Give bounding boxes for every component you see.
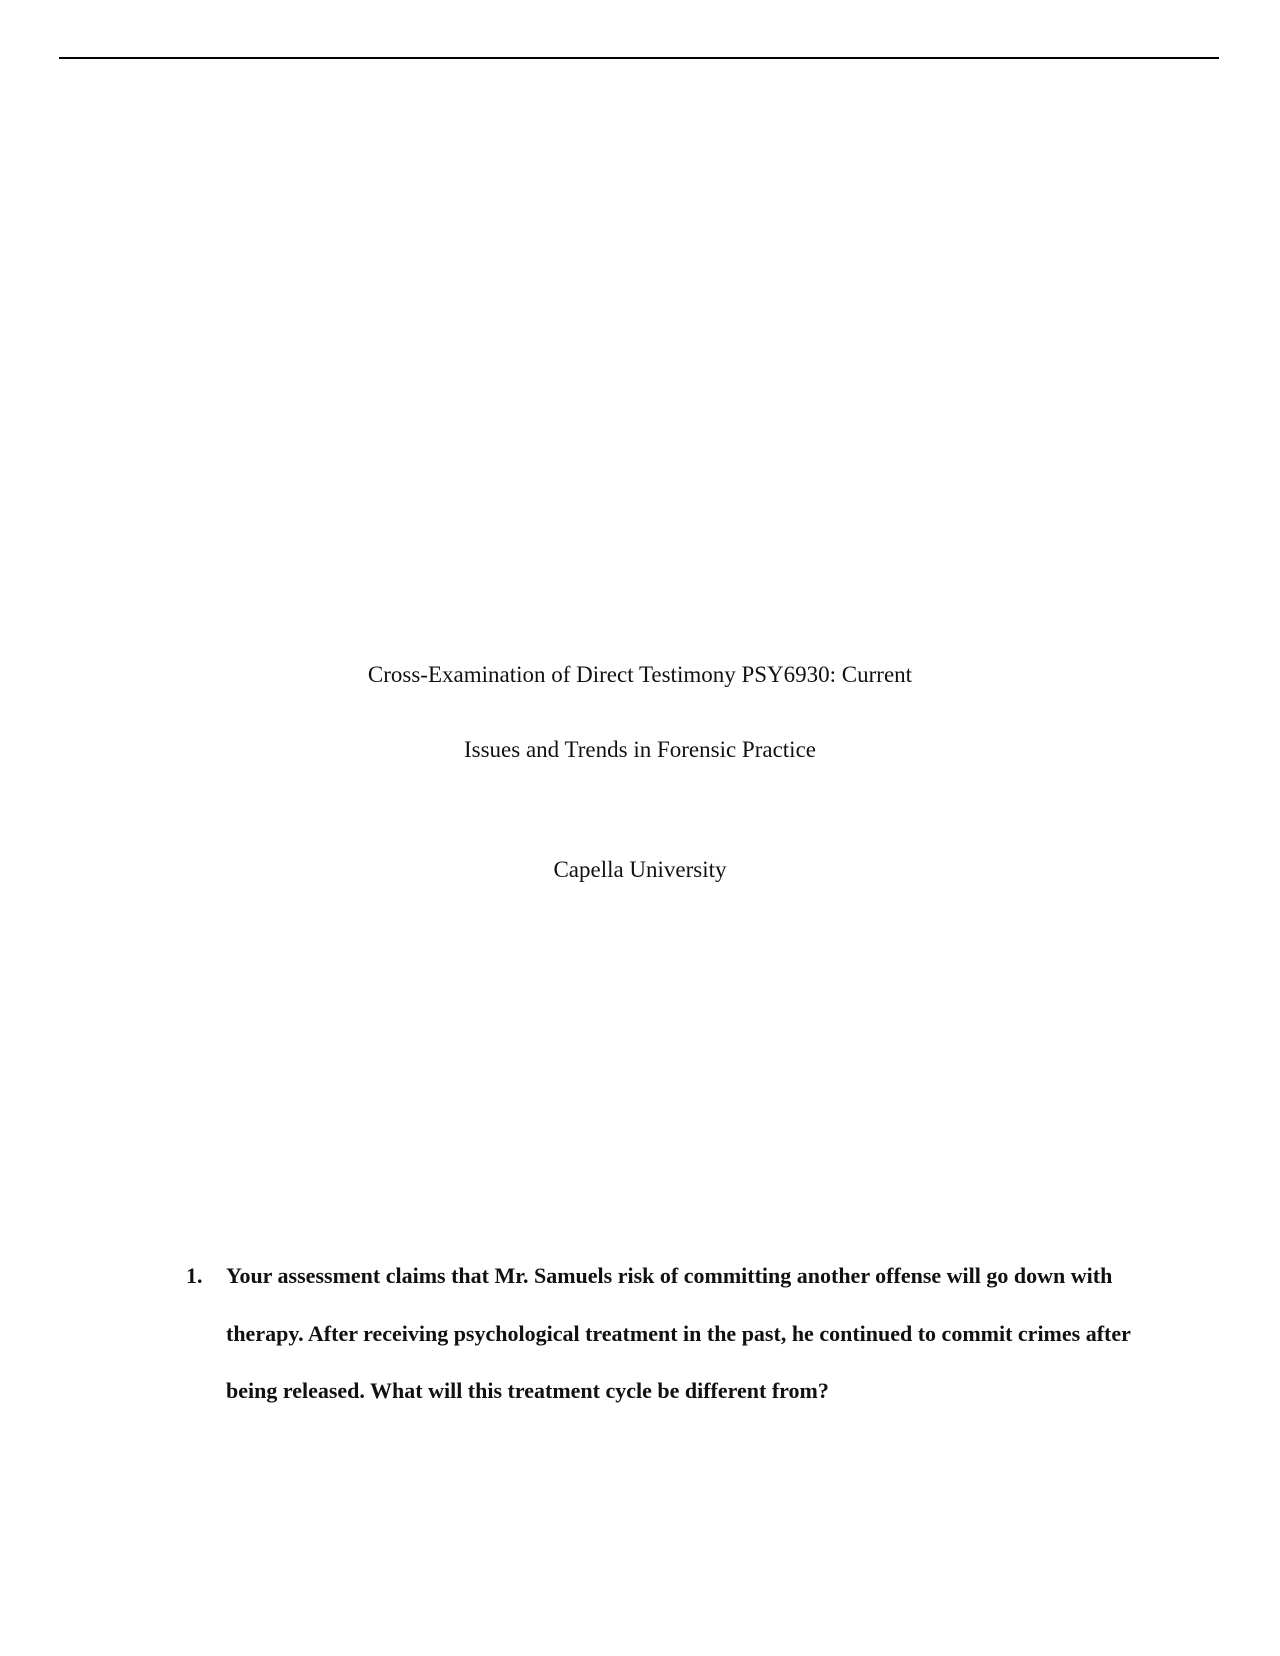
- question-number: 1.: [186, 1263, 203, 1288]
- header-rule: [59, 57, 1219, 59]
- question-text: Your assessment claims that Mr. Samuels risk of committing another offense will go down with therapy. After receiving psychological treatment in the past, he continued to commit crimes after being released. What will this treatment cycle be different from?: [226, 1263, 1131, 1403]
- document-title-line-2: Issues and Trends in Forensic Practice: [464, 737, 816, 762]
- document-title-line-1: Cross-Examination of Direct Testimony PSY6930: Current: [367, 662, 913, 687]
- institution-name: Capella University: [553, 857, 727, 882]
